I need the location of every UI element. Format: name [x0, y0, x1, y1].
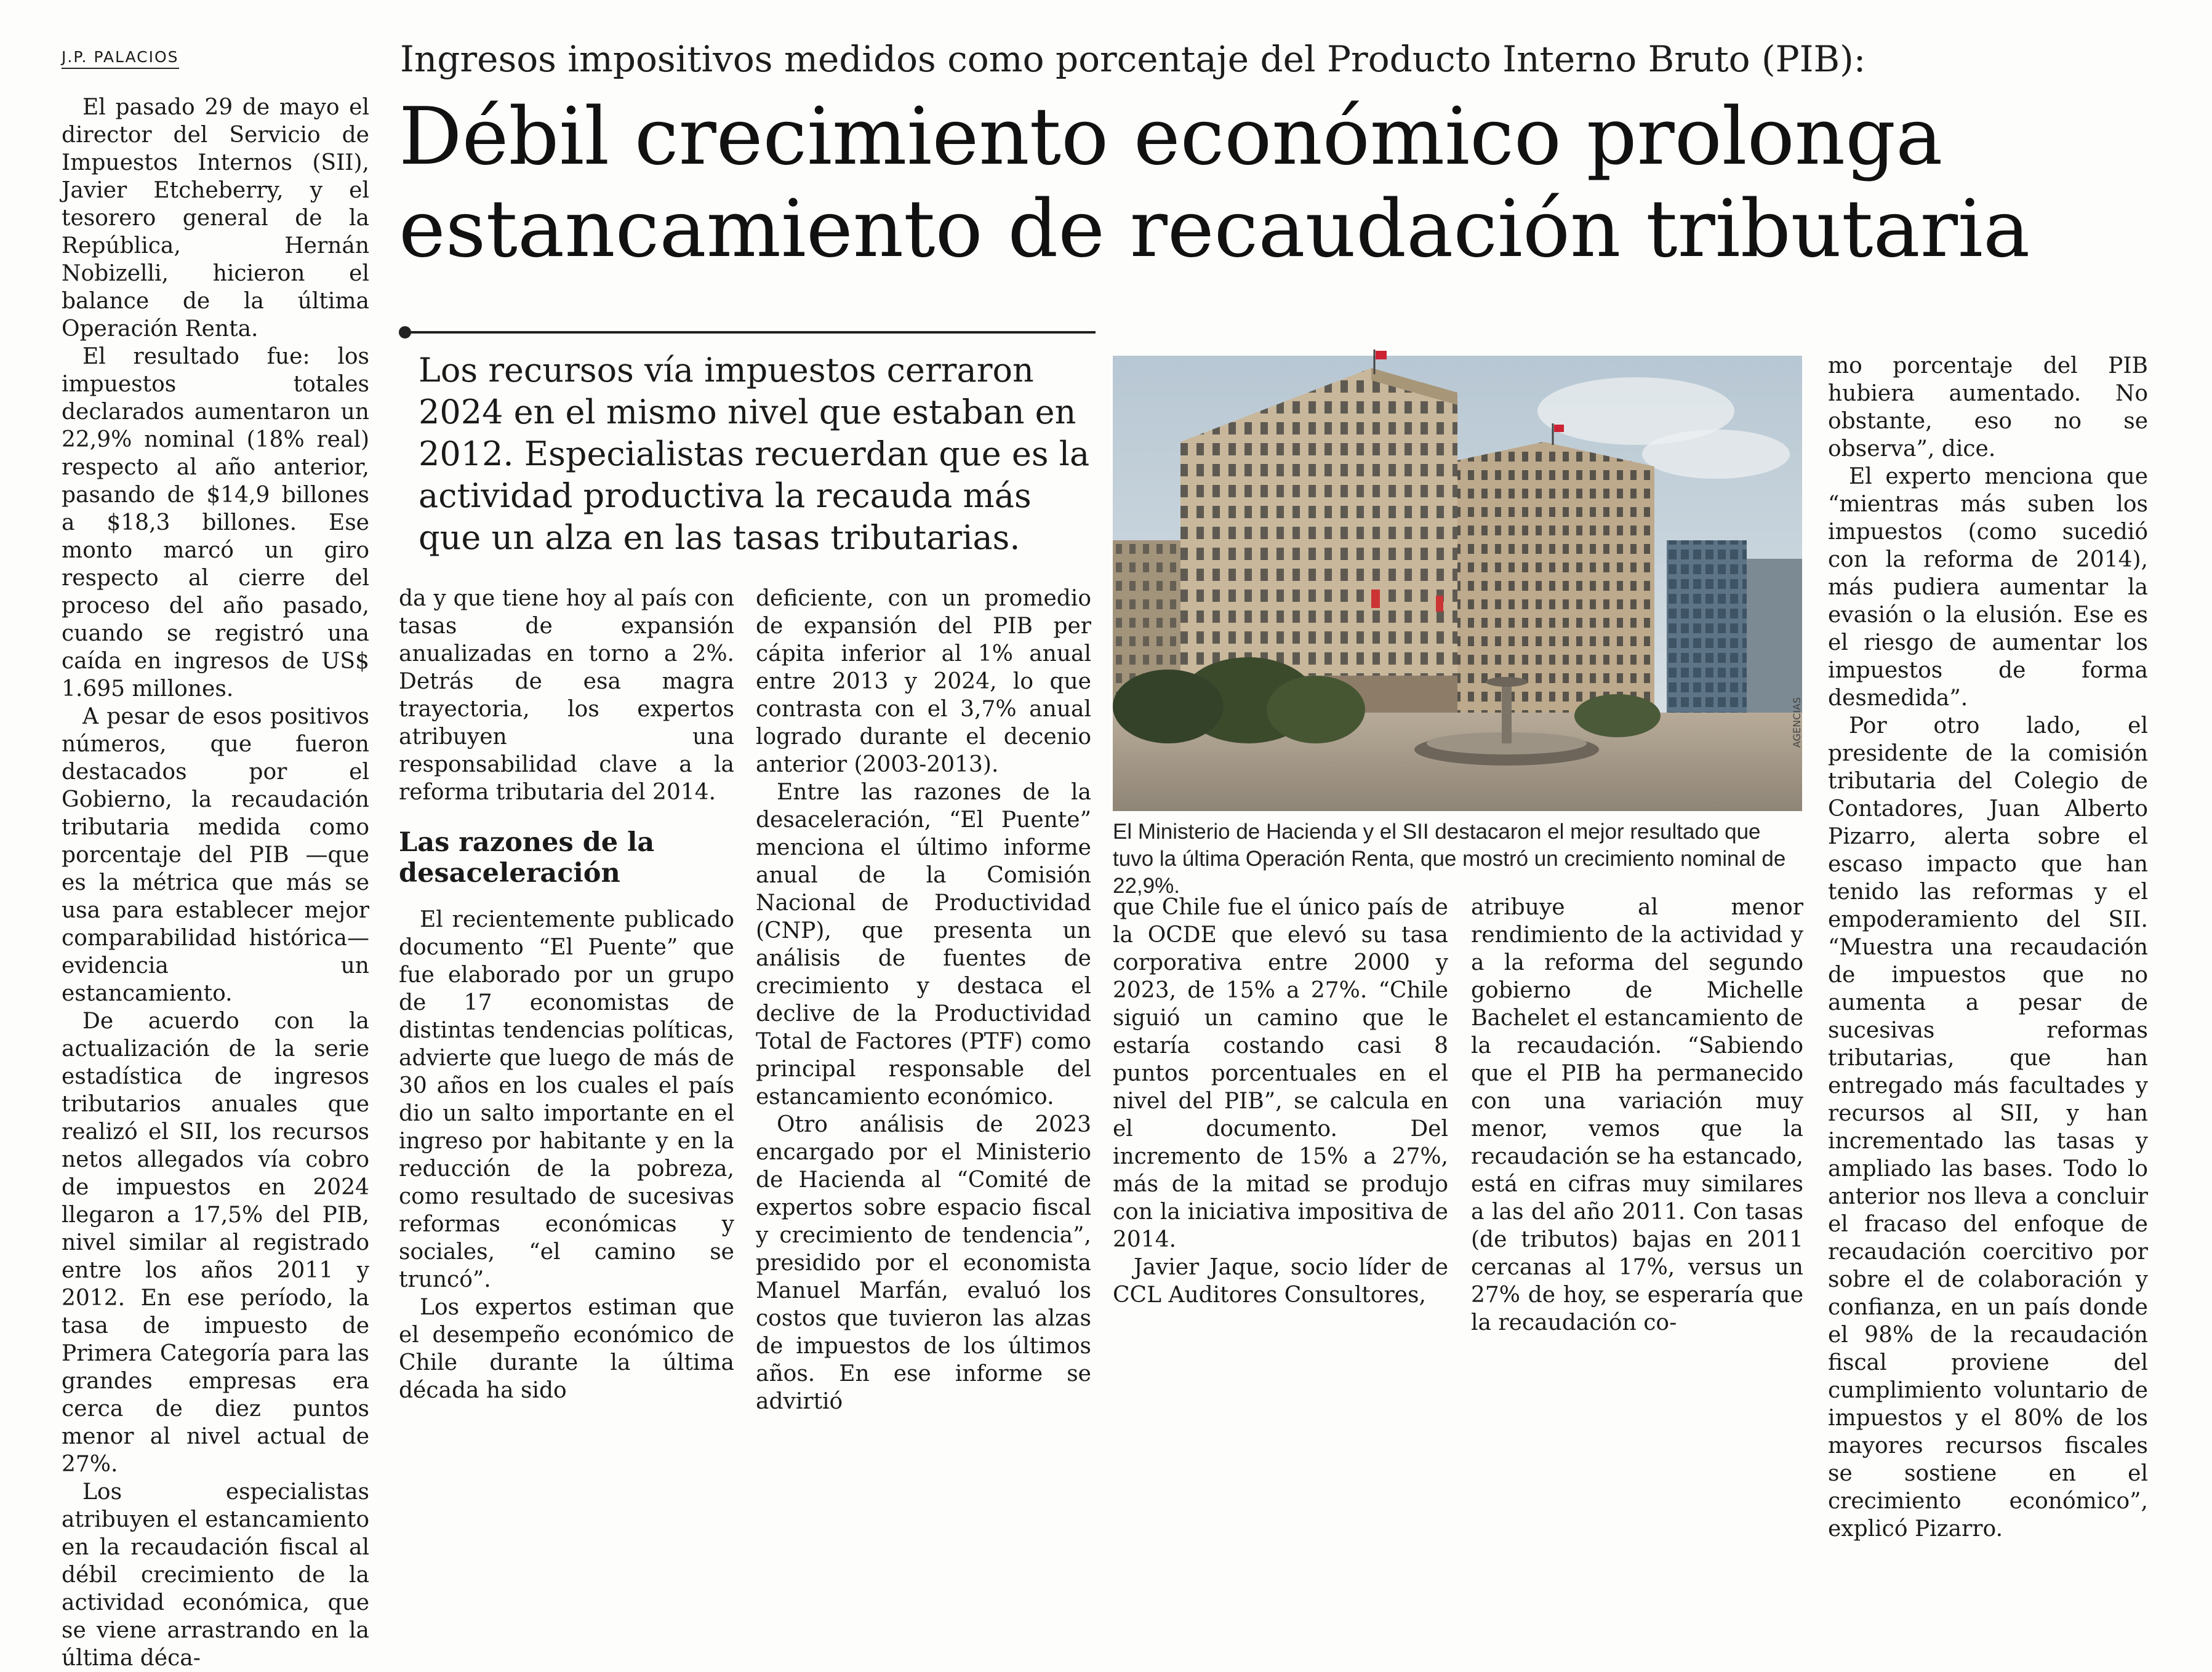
paragraph: El resultado fue: los impuestos totales declarados aumentaron un 22,9% nominal (18% real) respecto al año anterior, pasando de $14,9 billones a $18,3 billones. Ese monto marcó un giro respecto al cierre del proceso del año pasado, cuando se registró una caída en ingresos de US$ 1.695 millones. [62, 344, 369, 702]
column-3 [756, 585, 1091, 1414]
paragraph: Javier Jaque, socio líder de CCL Auditores Consultores, [1113, 1255, 1448, 1308]
paragraph: Los especialistas atribuyen el estancamiento en la recaudación fiscal al débil crecimiento de la actividad económica, que se viene arrastrando en la última déca- [62, 1479, 369, 1671]
photo-ministerio-hacienda [1113, 356, 1802, 811]
photo-illustration [1113, 356, 1802, 811]
photo-caption: El Ministerio de Hacienda y el SII destacaron el mejor resultado que tuvo la última Operación Renta, que mostró un crecimiento nominal de 22,9%. [1113, 820, 1786, 898]
paragraph: que Chile fue el único país de la OCDE que elevó su tasa corporativa entre 2000 y 2023, de 15% a 27%. “Chile siguió un camino que le estaría costando casi 8 puntos porcentuales en el nivel del PIB”, se calcula en el documento. Del incremento de 15% a 27%, más de la mitad se produjo con la iniciativa impositiva de 2014. [1113, 895, 1448, 1252]
byline: J.P. PALACIOS [62, 48, 179, 69]
paragraph: da y que tiene hoy al país con tasas de expansión anualizadas en torno a 2%. Detrás de esa magra trayectoria, los expertos atribuyen una responsabilidad clave a la reforma tributaria del 2014. [399, 586, 734, 805]
column-6 [1828, 352, 2148, 1542]
paragraph: Otro análisis de 2023 encargado por el Ministerio de Hacienda al “Comité de expertos sobre espacio fiscal y crecimiento de tendencia”, presidido por el economista Manuel Marfán, evaluó los costos que tuvieron las alzas de impuestos de los últimos años. En ese informe se advirtió [756, 1112, 1091, 1414]
paragraph: Por otro lado, el presidente de la comisión tributaria del Colegio de Contadores, Juan Alberto Pizarro, alerta sobre el escaso impacto que han tenido las reformas y el empoderamiento del SII. “Muestra una recaudación de impuestos que no aumenta a pesar de sucesivas reformas tributarias, que han entregado más facultades y recursos al SII, y han incrementado las tasas y ampliado las bases. Todo lo anterior nos lleva a concluir el fracaso del enfoque de recaudación coercitivo por sobre el de colaboración y confianza, en un país donde el 98% de la recaudación fiscal proviene del cumplimiento voluntario de impuestos y el 80% de los mayores recursos fiscales se sostiene en el crecimiento económico”, explicó Pizarro. [1828, 713, 2148, 1542]
paragraph: mo porcentaje del PIB hubiera aumentado. No obstante, eso no se observa”, dice. [1828, 353, 2148, 462]
headline-line-1: Débil crecimiento económico prolonga [399, 91, 1943, 183]
photo-credit: AGENCIAS [1791, 697, 1803, 748]
paragraph: De acuerdo con la actualización de la serie estadística de ingresos tributarios anuales que realizó el SII, los recursos netos allegados vía cobro de impuestos en 2024 llegaron a 17,5% del PIB, nivel similar al registrado entre los años 2011 y 2012. En ese período, la tasa de impuesto de Primera Categoría para las grandes empresas era cerca de diez puntos menor al nivel actual de 27%. [62, 1009, 369, 1477]
paragraph: El recientemente publicado documento “El Puente” que fue elaborado por un grupo de 17 economistas de distintas tendencias políticas, advierte que luego de más de 30 años en los cuales el país dio un salto importante en el ingreso por habitante y en la reducción de la pobreza, como resultado de sucesivas reformas económicas y sociales, “el camino se truncó”. [399, 907, 734, 1292]
subhead: Las razones de la desaceleración [399, 827, 655, 889]
paragraph: A pesar de esos positivos números, que fueron destacados por el Gobierno, la recaudación tributaria medida como porcentaje del PIB —que es la métrica que más se usa para establecer mejor comparabilidad histórica— evidencia un estancamiento. [62, 704, 369, 1006]
kicker: Ingresos impositivos medidos como porcentaje del Producto Interno Bruto (PIB): [400, 38, 1866, 80]
paragraph: Los expertos estiman que el desempeño económico de Chile durante la última década ha sido [399, 1295, 734, 1403]
column-4 [1113, 894, 1448, 1308]
paragraph: deficiente, con un promedio de expansión del PIB per cápita inferior al 1% anual entre 2013 y 2024, lo que contrasta con el 3,7% anual logrado durante el decenio anterior (2003-2013). [756, 586, 1091, 777]
paragraph: El pasado 29 de mayo el director del Servicio de Impuestos Internos (SII), Javier Etcheberry, y el tesorero general de la República, Hernán Nobizelli, hicieron el balance de la última Operación Renta. [62, 95, 369, 342]
paragraph: El experto menciona que “mientras más suben los impuestos (como sucedió con la reforma de 2014), más pudiera aumentar la evasión o la elusión. Ese es el riesgo de aumentar los impuestos de forma desmedida”. [1828, 464, 2148, 711]
paragraph: atribuye al menor rendimiento de la actividad y a la reforma del segundo gobierno de Michelle Bachelet el estancamiento de la recaudación. “Sabiendo que el PIB ha permanecido con una variación muy menor, vemos que la recaudación se ha estancado, está en cifras muy similares a las del año 2011. Con tasas (de tributos) bajas en 2011 cercanas al 17%, versus un 27% de hoy, se esperaría que la recaudación co- [1471, 895, 1803, 1335]
headline [399, 91, 2030, 276]
column-1 [62, 94, 369, 1671]
bajada: Los recursos vía impuestos cerraron 2024 en el mismo nivel que estaban en 2012. Especialistas recuerdan que es la actividad productiva la recauda más que un alza en las tasas tributarias. [419, 351, 1090, 557]
headline-rule [406, 331, 1096, 334]
column-5 [1471, 894, 1803, 1335]
column-2 [399, 585, 734, 1403]
paragraph: Entre las razones de la desaceleración, “El Puente” menciona el último informe anual de la Comisión Nacional de Productividad (CNP), que presenta un análisis de fuentes de crecimiento y destaca el declive de la Productividad Total de Factores (PTF) como principal responsable del estancamiento económico. [756, 780, 1091, 1110]
headline-line-2: estancamiento de recaudación tributaria [399, 183, 2030, 275]
